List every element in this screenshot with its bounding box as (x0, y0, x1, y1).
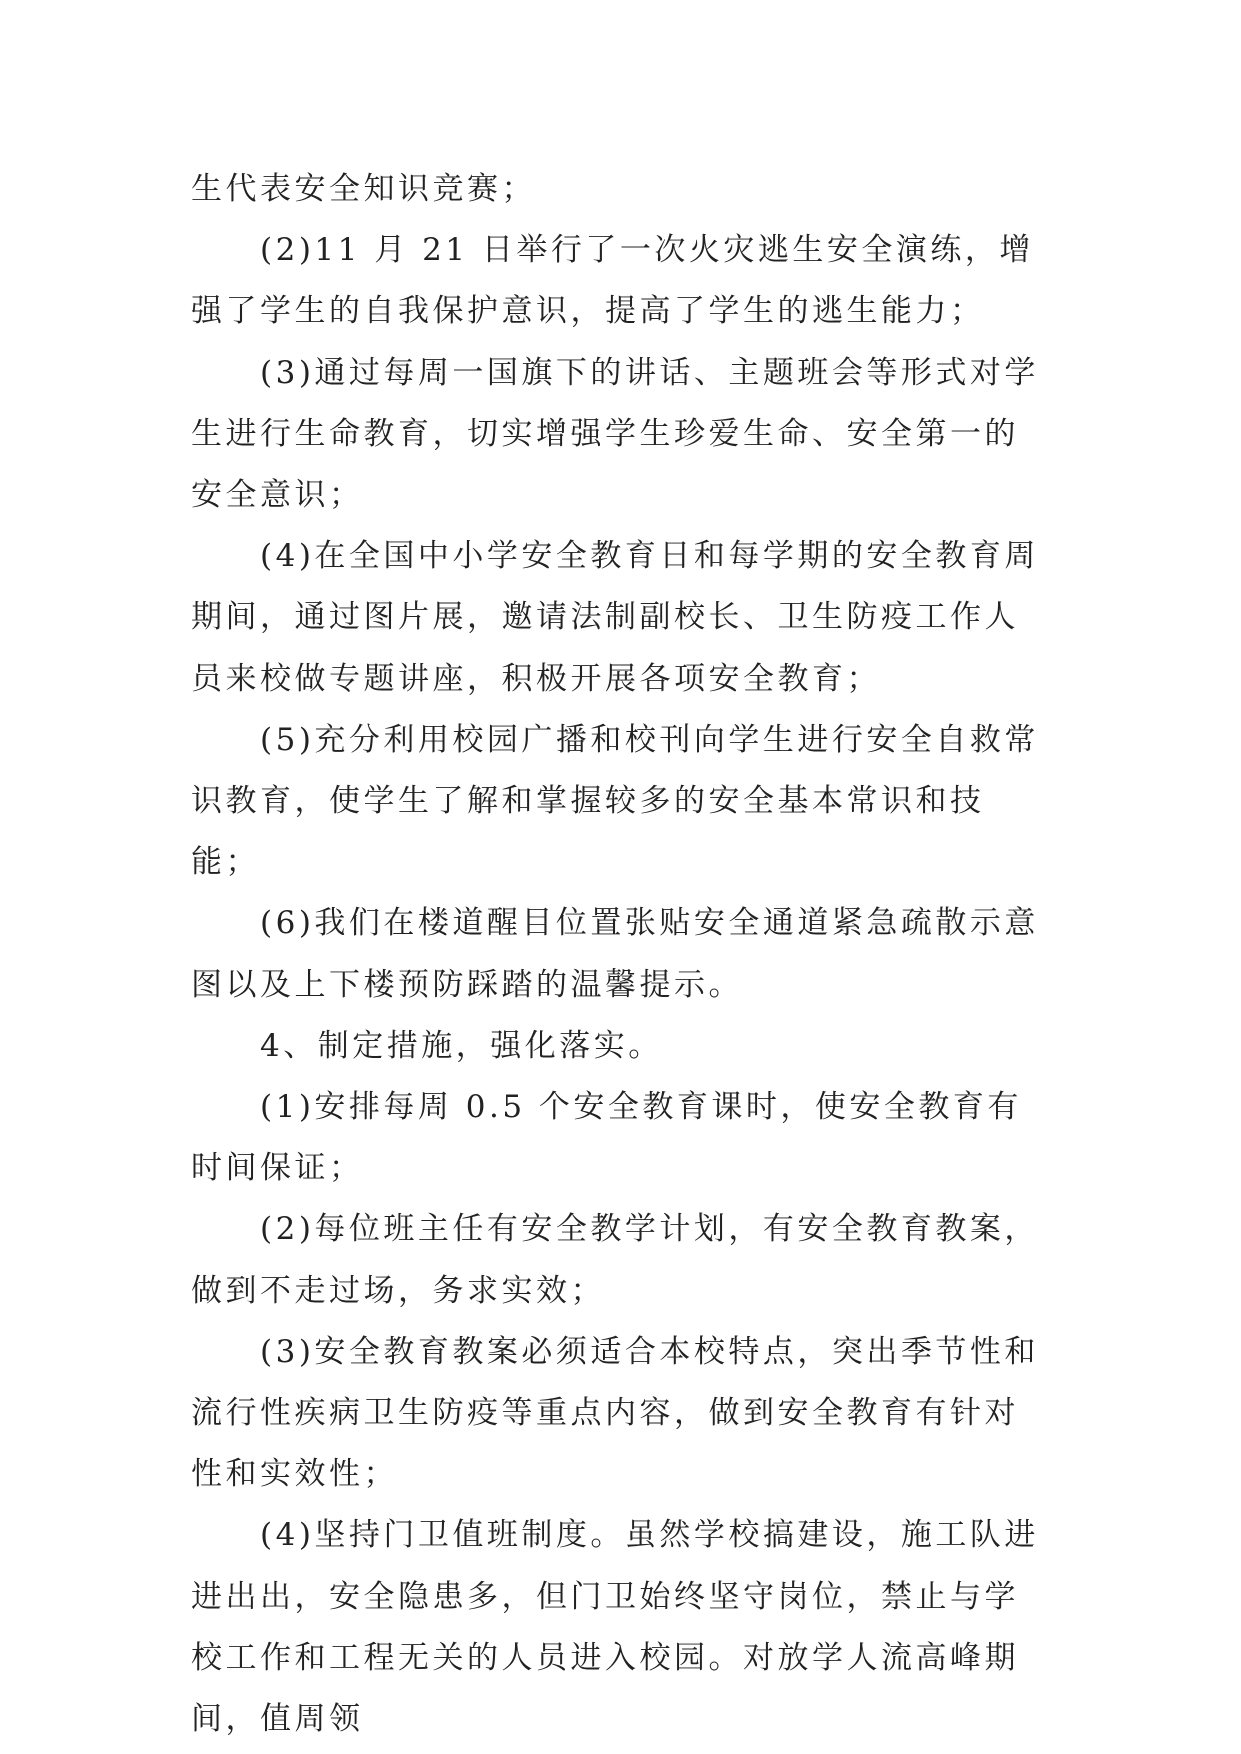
paragraph: (5)充分利用校园广播和校刊向学生进行安全自救常识教育，使学生了解和掌握较多的安全基本常识和技能； (191, 721, 1039, 881)
paragraph: (2)每位班主任有安全教学计划，有安全教育教案，做到不走过场，务求实效； (191, 1211, 1039, 1309)
paragraph: 4、制定措施，强化落实。 (260, 1027, 663, 1064)
paragraph: (1)安排每周 0.5 个安全教育课时，使安全教育有时间保证； (191, 1089, 1022, 1187)
paragraph: (3)通过每周一国旗下的讲话、主题班会等形式对学生进行生命教育，切实增强学生珍爱生命、安全第一的安全意识； (191, 354, 1039, 514)
paragraph: (4)坚持门卫值班制度。虽然学校搞建设，施工队进进出出，安全隐患多，但门卫始终坚守岗位，禁止与学校工作和工程无关的人员进入校园。对放学人流高峰期间，值周领 (191, 1517, 1039, 1738)
paragraph: (6)我们在楼道醒目位置张贴安全通道紧急疏散示意图以及上下楼预防踩踏的温馨提示。 (191, 905, 1039, 1003)
paragraph: (3)安全教育教案必须适合本校特点，突出季节性和流行性疾病卫生防疫等重点内容，做到安全教育有针对性和实效性； (191, 1333, 1039, 1493)
paragraph: 生代表安全知识竞赛； (191, 171, 536, 207)
paragraph: (2)11 月 21 日举行了一次火灾逃生安全演练，增强了学生的自我保护意识，提高了学生的逃生能力； (191, 232, 1034, 330)
document-body (191, 159, 1051, 1750)
paragraph: (4)在全国中小学安全教育日和每学期的安全教育周期间，通过图片展，邀请法制副校长、卫生防疫工作人员来校做专题讲座，积极开展各项安全教育； (191, 538, 1039, 697)
